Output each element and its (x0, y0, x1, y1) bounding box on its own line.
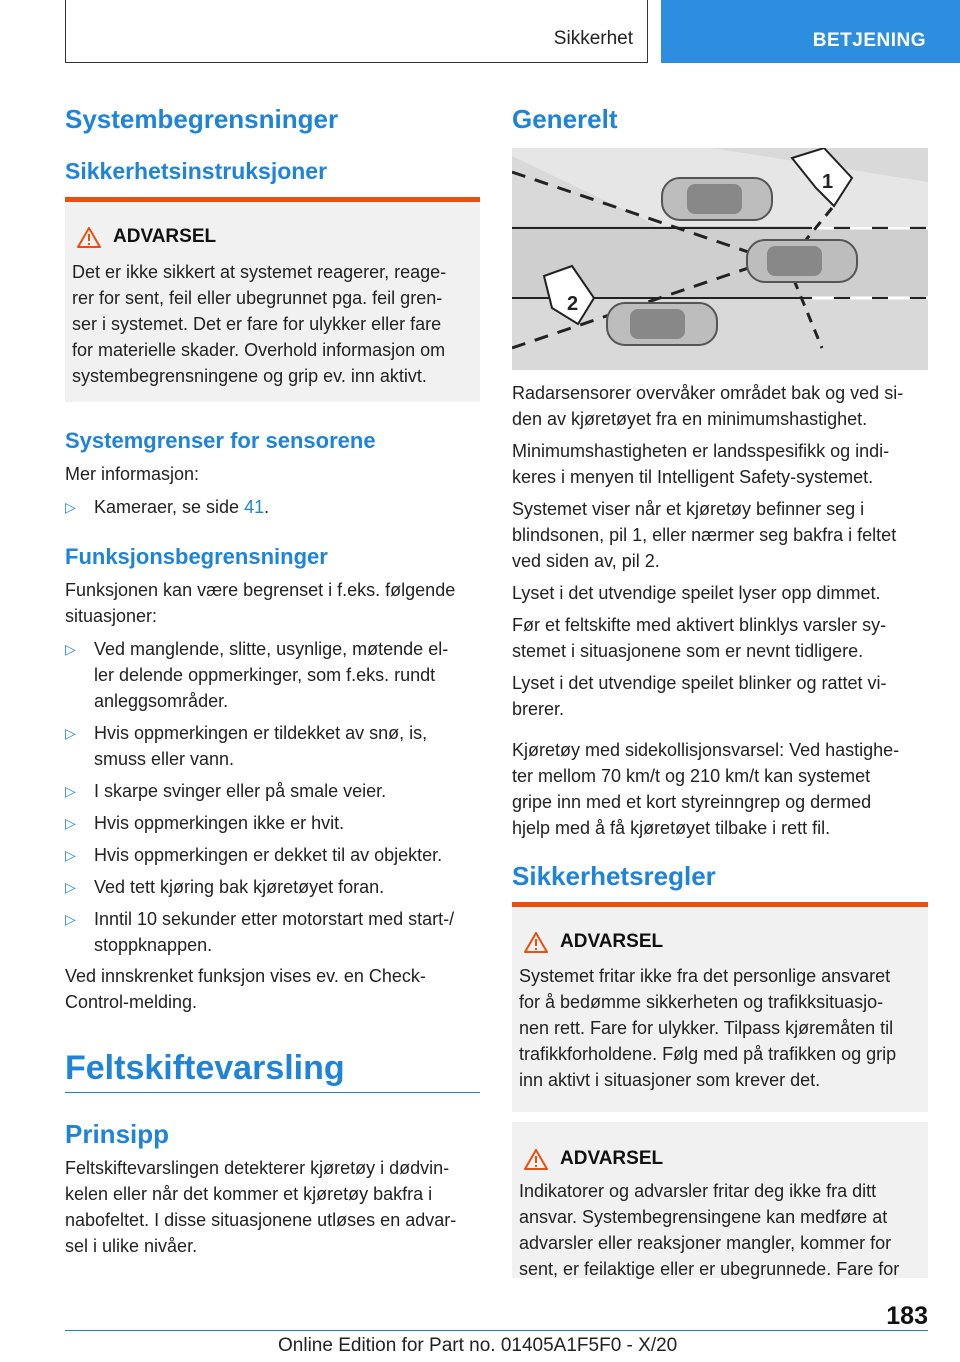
warning-triangle-icon (524, 932, 548, 953)
warning-title: ADVARSEL (560, 1148, 664, 1169)
warning-box-2 (512, 907, 928, 1112)
heading-sikkerhetsregler: Sikkerhetsregler (512, 861, 716, 891)
mer-informasjon: Mer informasjon: (65, 464, 200, 484)
list-item: ▷ Ved tett kjøring bak kjøretøyet foran. (65, 874, 485, 900)
text-line: advarsler eller reaksjoner mangler, kommer for (519, 1233, 892, 1253)
text-line: Feltskiftevarslingen detekterer kjøretøy i dødvin- (65, 1158, 450, 1178)
list-item: ▷ Ved manglende, slitte, usynlige, møtende el- ler delende oppmerkinger, som f.eks. rundt anleggsområder. (65, 636, 485, 714)
check-control-text (65, 963, 480, 1015)
heading-sikkerhetsinstruksjoner: Sikkerhetsinstruksjoner (65, 158, 328, 184)
warning-text (72, 259, 472, 389)
text-line: nabofeltet. I disse situasjonene utløses en advar- (65, 1210, 457, 1230)
text-line: trafikkforholdene. Følg med på trafikken og grip (519, 1044, 897, 1064)
text-line: situasjoner: (65, 606, 158, 626)
header-chapter-box (661, 0, 960, 63)
paragraph: Kjøretøy med sidekollisjonsvarsel: Ved hastighe- ter mellom 70 km/t og 210 km/t kan systemet gripe inn med et kort styreinngrep og dermed hjelp med å få kjøretøyet tilbake i rett fil. (512, 740, 900, 838)
paragraph: Minimumshastigheten er landsspesifikk og indi- keres i menyen til Intelligent Safety-systemet. (512, 441, 890, 487)
triangle-bullet-icon: ▷ (65, 783, 76, 799)
triangle-bullet-icon: ▷ (65, 641, 76, 657)
section-rule (65, 1092, 480, 1093)
text-line: Systemet fritar ikke fra det personlige ansvaret (519, 966, 891, 986)
triangle-bullet-icon: ▷ (65, 725, 76, 741)
heading-feltskiftevarsling: Feltskiftevarsling (65, 1049, 345, 1087)
header-section-box (65, 0, 648, 63)
list-item: ▷ I skarpe svinger eller på smale veier. (65, 778, 485, 804)
list-item: ▷ Hvis oppmerkingen er dekket til av objekter. (65, 842, 485, 868)
heading-prinsipp: Prinsipp (65, 1119, 170, 1149)
triangle-bullet-icon: ▷ (65, 815, 76, 831)
heading-funksjonsbegrensninger: Funksjonsbegrensninger (65, 544, 328, 569)
warning-title: ADVARSEL (113, 226, 217, 247)
triangle-bullet-icon: ▷ (65, 847, 76, 863)
bullet-list-situasjoner (65, 636, 485, 964)
triangle-bullet-icon: ▷ (65, 879, 76, 895)
page-link[interactable]: 41 (244, 497, 265, 517)
list-item: ▷ Kameraer, se side 41. (65, 494, 480, 520)
text-line: for materielle skader. Overhold informasjon om (72, 340, 446, 360)
paragraph: Radarsensorer overvåker området bak og ved si- den av kjøretøyet fra en minimumshastighet. (512, 383, 904, 429)
text-line: ser i systemet. Det er fare for ulykker eller fare (72, 314, 442, 334)
warning-box-1 (65, 202, 480, 402)
text-line: sel i ulike nivåer. (65, 1236, 198, 1256)
warning-triangle-icon (77, 227, 101, 248)
arrow-1-label: 1 (822, 171, 834, 193)
heading-systemgrenser: Systemgrenser for sensorene (65, 428, 376, 453)
paragraph: Før et feltskifte med aktivert blinklys varsler sy- stemet i situasjonene som er nevnt tidligere. (512, 615, 887, 661)
prinsipp-text (65, 1155, 480, 1259)
triangle-bullet-icon: ▷ (65, 499, 76, 515)
text-line: Ved innskrenket funksjon vises ev. en Check- (65, 966, 426, 986)
footer-rule (65, 1330, 928, 1331)
triangle-bullet-icon: ▷ (65, 911, 76, 927)
text-line: Control-melding. (65, 992, 198, 1012)
arrow-2-label: 2 (567, 293, 579, 315)
heading-generelt: Generelt (512, 104, 618, 134)
blind-spot-illustration (512, 148, 928, 370)
text-line: kelen eller når det kommer et kjøretøy bakfra i (65, 1184, 433, 1204)
text-line: for å bedømme sikkerheten og trafikksituasjo- (519, 992, 884, 1012)
footer-edition: Online Edition for Part no. 01405A1F5F0 - X/20 (278, 1335, 678, 1356)
warning-box-3 (512, 1122, 928, 1278)
text-line: ansvar. Systembegrensingene kan medføre at (519, 1207, 888, 1227)
warning-text (519, 963, 924, 1093)
list-item: ▷ Hvis oppmerkingen ikke er hvit. (65, 810, 485, 836)
header-section-title: Sikkerhet (553, 28, 633, 49)
paragraph: Lyset i det utvendige speilet blinker og rattet vi- brerer. (512, 673, 887, 719)
text-line: inn aktivt i situasjoner som krever det. (519, 1070, 821, 1090)
header-chapter-title: BETJENING (812, 30, 926, 51)
text-line: rer for sent, feil eller ubegrunnet pga. feil gren- (72, 288, 443, 308)
heading-systembegrensninger: Systembegrensninger (65, 104, 339, 134)
warning-triangle-icon (524, 1149, 548, 1170)
text-line: systembegrensningene og grip ev. inn aktivt. (72, 366, 427, 386)
list-item: ▷ Hvis oppmerkingen er tildekket av snø, is, smuss eller vann. (65, 720, 485, 772)
warning-title: ADVARSEL (560, 931, 664, 952)
text-line: sent, er feilaktige eller er ubegrunnede. Fare for (519, 1259, 900, 1279)
list-item: ▷ Inntil 10 sekunder etter motorstart med start-/ stoppknappen. (65, 906, 485, 958)
paragraph: Lyset i det utvendige speilet lyser opp dimmet. (512, 583, 881, 603)
page-number: 183 (886, 1302, 928, 1330)
paragraph: Systemet viser når et kjøretøy befinner seg i blindsonen, pil 1, eller nærmer seg bakfra i feltet ved siden av, pil 2. (512, 499, 897, 571)
bullet-list-kamera (65, 494, 480, 526)
text-line: Funksjonen kan være begrenset i f.eks. følgende (65, 580, 456, 600)
funksjon-intro (65, 577, 480, 629)
generelt-text (512, 380, 928, 841)
text-line: nen rett. Fare for ulykker. Tilpass kjøremåten til (519, 1018, 894, 1038)
text-line: Indikatorer og advarsler fritar deg ikke fra ditt (519, 1181, 877, 1201)
warning-text (519, 1178, 924, 1282)
text-line: Det er ikke sikkert at systemet reagerer, reage- (72, 262, 447, 282)
